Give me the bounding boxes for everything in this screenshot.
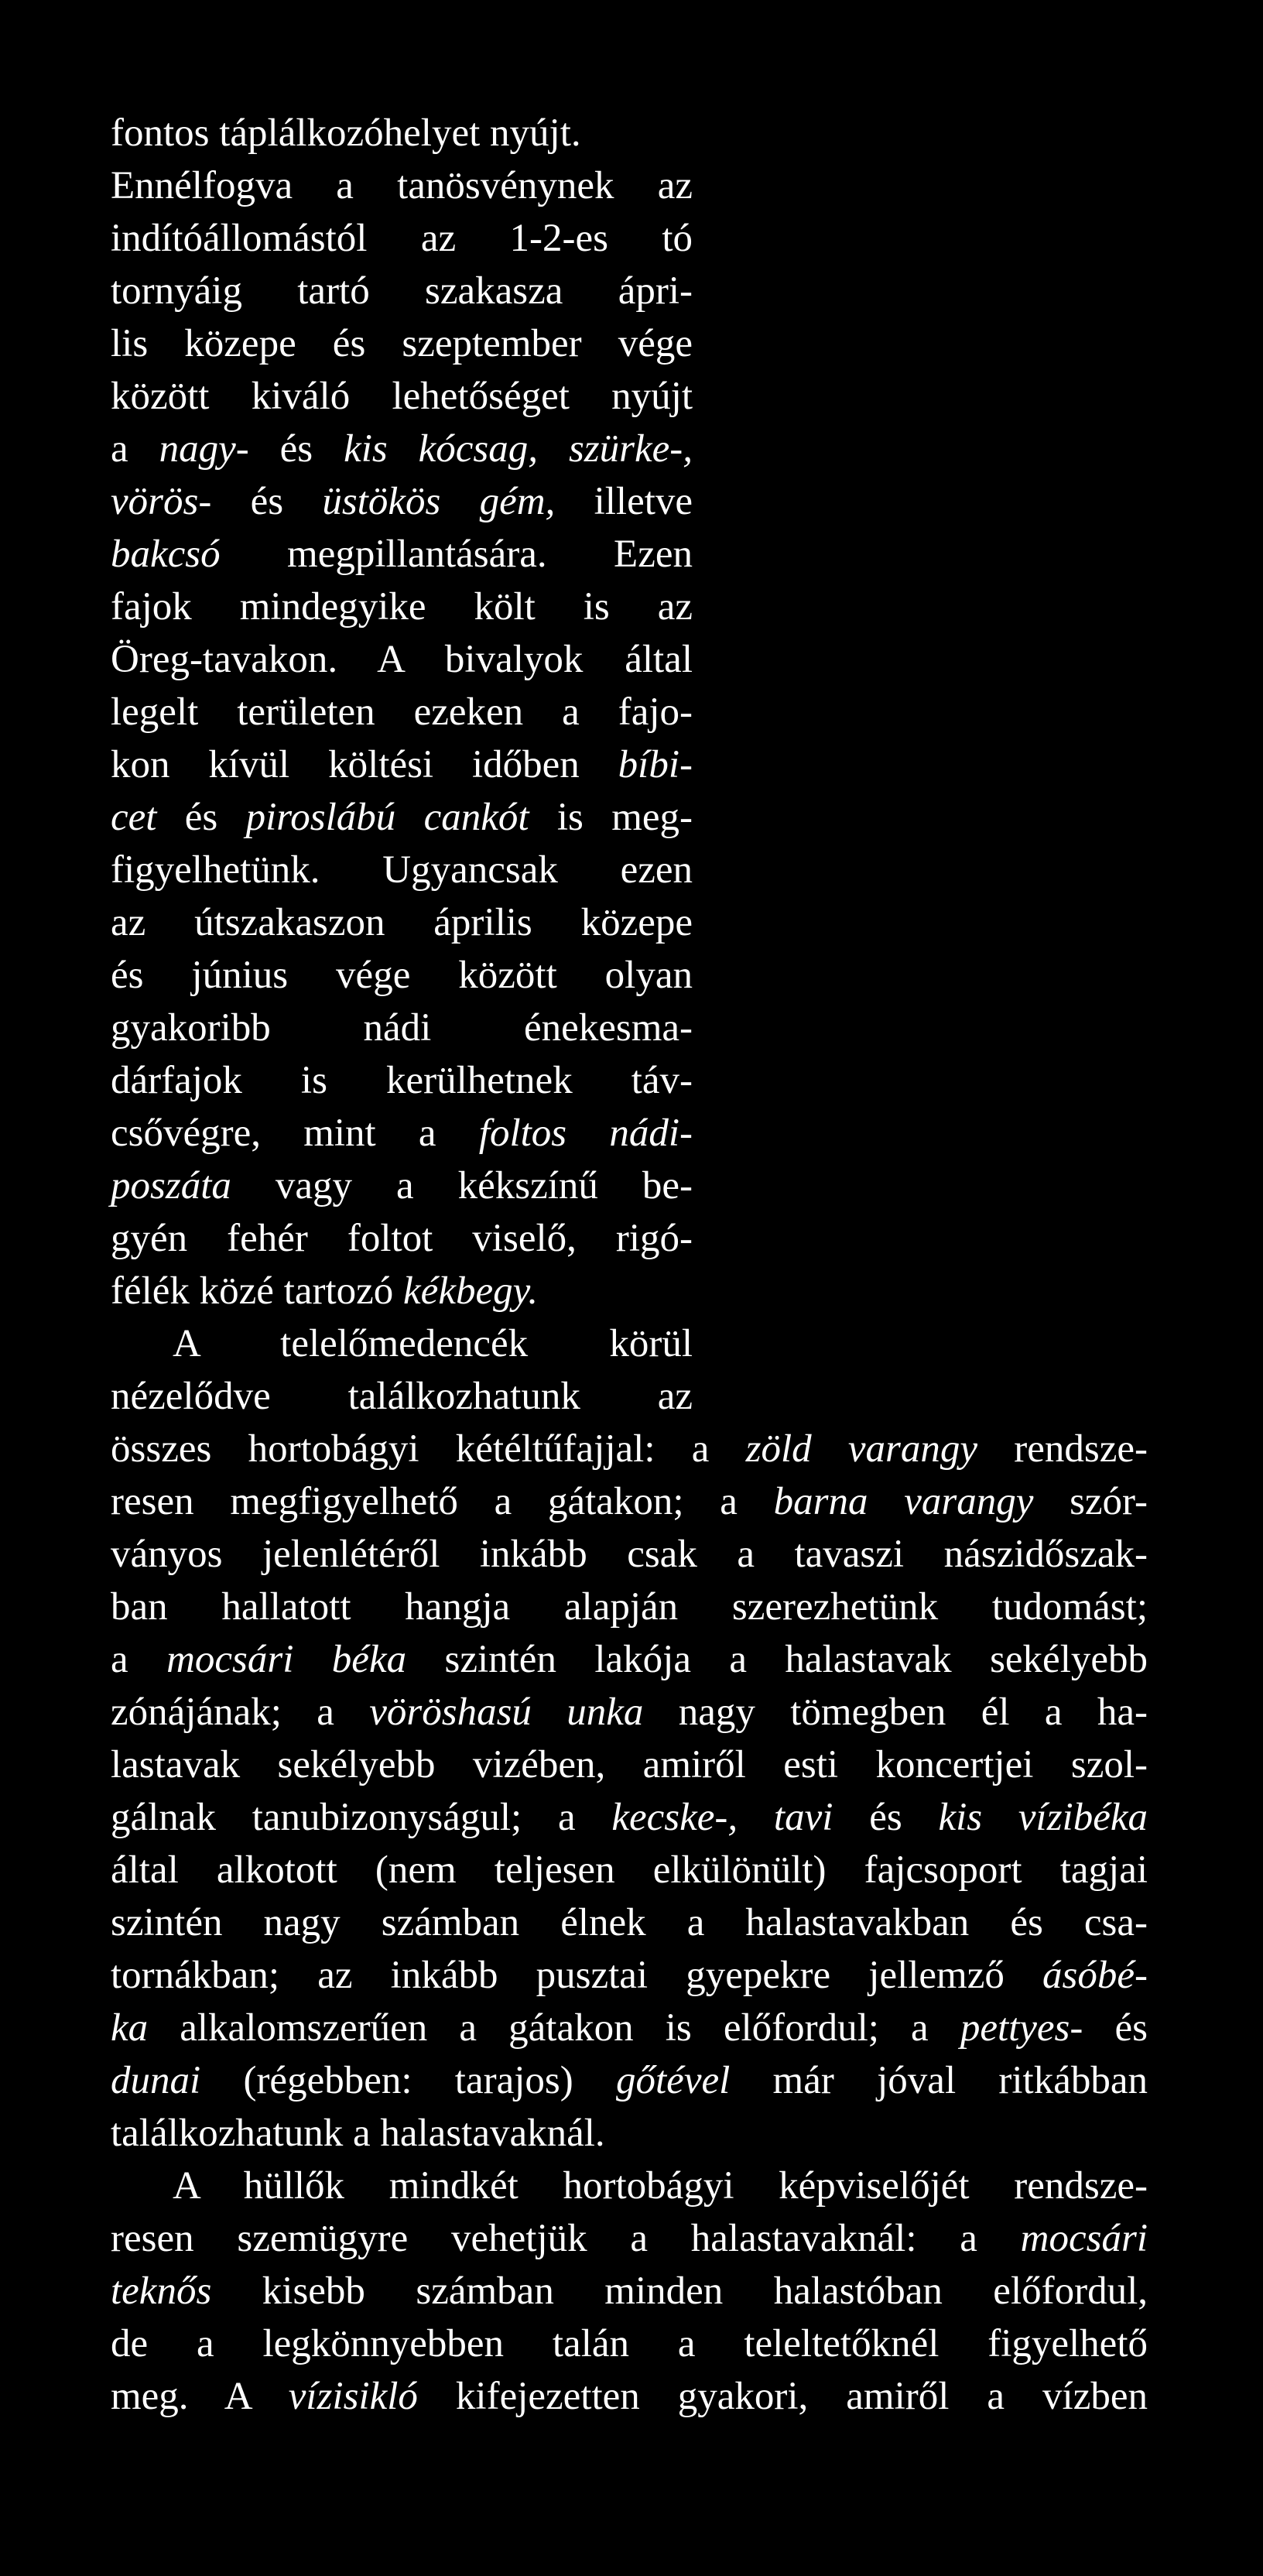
text-segment: ban hallatott hangja alapján szerezhetünk tudomást;: [111, 1585, 1148, 1629]
text-line: [111, 2370, 1148, 2423]
species-name: ásóbé-: [1042, 1954, 1148, 1997]
text-segment: szór-: [1033, 1480, 1148, 1523]
text-line: [111, 949, 693, 1002]
text-line: [111, 423, 693, 475]
text-line: [111, 2107, 1148, 2160]
text-line: [111, 844, 693, 896]
text-segment: gyén fehér foltot viselő, rigó-: [111, 1217, 693, 1260]
text-segment: megpillantására. Ezen: [220, 533, 693, 576]
text-line: [111, 1686, 1148, 1738]
text-line: [111, 1475, 1148, 1528]
text-line: [111, 2212, 1148, 2265]
text-segment: Öreg-tavakon. A bivalyok által: [111, 638, 693, 681]
text-line: [111, 265, 693, 317]
text-segment: és: [211, 480, 323, 523]
text-line: [111, 159, 693, 212]
text-line: [111, 686, 693, 738]
text-line: [111, 633, 693, 686]
text-line: [111, 1896, 1148, 1949]
text-line: [111, 1528, 1148, 1581]
paragraph-birds: [111, 107, 1148, 1317]
species-name: foltos nádi-: [478, 1112, 693, 1155]
paragraph-amphibians: [111, 1317, 1148, 2160]
species-name: cet: [111, 796, 157, 839]
text-segment: kifejezetten gyakori, amiről a vízben: [417, 2375, 1148, 2418]
species-name: bíbi-: [618, 743, 693, 786]
species-name: kis vízibéka: [938, 1796, 1148, 1839]
text-segment: csővégre, mint a: [111, 1112, 479, 1155]
species-name: kékbegy.: [403, 1269, 539, 1313]
text-segment: nézelődve találkozhatunk az: [111, 1375, 693, 1418]
text-line: [111, 2265, 1148, 2317]
species-name: gőtével: [616, 2059, 731, 2102]
text-segment: is meg-: [529, 796, 693, 839]
text-line: [111, 475, 693, 528]
text-line: [111, 1160, 693, 1212]
species-name: barna varangy: [773, 1480, 1034, 1523]
text-segment: de a legkönnyebben talán a teleltetőknél figyelhető: [111, 2322, 1148, 2365]
species-name: teknős: [111, 2269, 212, 2313]
text-line: [111, 2002, 1148, 2054]
text-segment: és: [1083, 2006, 1148, 2050]
text-line: [111, 896, 693, 949]
text-line: [111, 2160, 1148, 2212]
text-segment: lis közepe és szeptember vége: [111, 322, 693, 365]
text-line: [111, 581, 693, 633]
species-name: vörös-: [111, 480, 212, 523]
species-name: kis kócsag, szürke-,: [344, 427, 693, 471]
species-name: piroslábú cankót: [245, 796, 529, 839]
text-segment: meg. A: [111, 2375, 289, 2418]
text-line: [111, 1002, 693, 1054]
text-segment: dárfajok is kerülhetnek táv-: [111, 1059, 693, 1102]
text-segment: szintén nagy számban élnek a halastavakban és csa-: [111, 1901, 1148, 1944]
text-line: [111, 1423, 1148, 1475]
text-line: [111, 370, 693, 423]
text-line: [111, 1844, 1148, 1896]
text-line: [111, 1949, 1148, 2002]
text-line: [111, 1581, 1148, 1633]
text-segment: az útszakaszon április közepe: [111, 901, 693, 944]
text-segment: tornyáig tartó szakasza ápri-: [111, 269, 693, 313]
species-name: vízisikló: [288, 2375, 418, 2418]
text-segment: indítóállomástól az 1-2-es tó: [111, 217, 693, 260]
species-name: vöröshasú unka: [369, 1690, 644, 1734]
text-segment: és június vége között olyan: [111, 954, 693, 997]
species-name: mocsári: [1020, 2217, 1148, 2260]
species-name: nagy-: [159, 427, 249, 471]
text-segment: (régebben: tarajos): [200, 2059, 617, 2102]
text-segment: vagy a kékszínű be-: [231, 1164, 693, 1208]
text-segment: Ennélfogva a tanösvénynek az: [111, 164, 693, 207]
text-line: [111, 1633, 1148, 1686]
text-segment: már jóval ritkábban: [730, 2059, 1148, 2102]
text-segment: a: [111, 1638, 167, 1681]
text-segment: félék közé tartozó: [111, 1269, 404, 1313]
text-line: [111, 1317, 693, 1370]
text-segment: gálnak tanubizonyságul; a: [111, 1796, 612, 1839]
species-name: üstökös gém,: [322, 480, 556, 523]
text-segment: és: [833, 1796, 939, 1839]
text-segment: nagy tömegben él a ha-: [643, 1690, 1148, 1734]
text-line: [111, 212, 693, 265]
text-segment: összes hortobágyi kétéltűfajjal: a: [111, 1427, 746, 1471]
text-line: [111, 1212, 693, 1265]
text-segment: a: [111, 427, 159, 471]
text-segment: fajok mindegyike költ is az: [111, 585, 693, 629]
text-segment: találkozhatunk a halastavaknál.: [111, 2112, 605, 2155]
text-line: [111, 791, 693, 844]
text-line: [111, 2317, 1148, 2370]
species-name: pettyes-: [960, 2006, 1083, 2050]
text-segment: tornákban; az inkább pusztai gyepekre jellemző: [111, 1954, 1043, 1997]
text-segment: A telelőmedencék körül: [173, 1322, 693, 1365]
paragraph-reptiles: [111, 2160, 1148, 2423]
text-line: [111, 1791, 1148, 1844]
species-name: bakcsó: [111, 533, 221, 576]
text-segment: által alkotott (nem teljesen elkülönült) fajcsoport tagjai: [111, 1848, 1148, 1892]
text-line: [111, 1370, 693, 1423]
text-segment: között kiváló lehetőséget nyújt: [111, 375, 693, 418]
text-segment: lastavak sekélyebb vizében, amiről esti koncertjei szol-: [111, 1743, 1148, 1786]
species-name: mocsári béka: [166, 1638, 407, 1681]
text-line: [111, 1107, 693, 1160]
text-segment: A hüllők mindkét hortobágyi képviselőjét rendsze-: [173, 2164, 1148, 2208]
text-segment: zónájának; a: [111, 1690, 370, 1734]
text-segment: gyakoribb nádi énekesma-: [111, 1006, 693, 1050]
text-line: [111, 1265, 693, 1317]
text-line: [111, 1738, 1148, 1791]
text-segment: kon kívül költési időben: [111, 743, 618, 786]
text-segment: rendsze-: [977, 1427, 1148, 1471]
text-segment: resen megfigyelhető a gátakon; a: [111, 1480, 774, 1523]
document-page: [111, 107, 1148, 2423]
species-name: kecske-, tavi: [611, 1796, 833, 1839]
text-segment: figyelhetünk. Ugyancsak ezen: [111, 848, 693, 892]
text-segment: kisebb számban minden halastóban előfordul,: [211, 2269, 1148, 2313]
text-line: [111, 107, 693, 159]
text-segment: ványos jelenlétéről inkább csak a tavaszi nászidőszak-: [111, 1533, 1148, 1576]
text-segment: illetve: [555, 480, 693, 523]
text-line: [111, 528, 693, 581]
species-name: dunai: [111, 2059, 201, 2102]
species-name: poszáta: [111, 1164, 231, 1208]
text-line: [111, 738, 693, 791]
text-segment: fontos táplálkozóhelyet nyújt.: [111, 111, 581, 155]
text-segment: legelt területen ezeken a fajo-: [111, 690, 693, 734]
text-segment: és: [156, 796, 246, 839]
text-segment: resen szemügyre vehetjük a halastavaknál: a: [111, 2217, 1021, 2260]
species-name: zöld varangy: [745, 1427, 978, 1471]
species-name: ka: [111, 2006, 149, 2050]
text-line: [111, 317, 693, 370]
text-segment: alkalomszerűen a gátakon is előfordul; a: [148, 2006, 960, 2050]
text-line: [111, 1054, 693, 1107]
text-segment: és: [248, 427, 344, 471]
text-segment: szintén lakója a halastavak sekélyebb: [406, 1638, 1148, 1681]
text-line: [111, 2054, 1148, 2107]
